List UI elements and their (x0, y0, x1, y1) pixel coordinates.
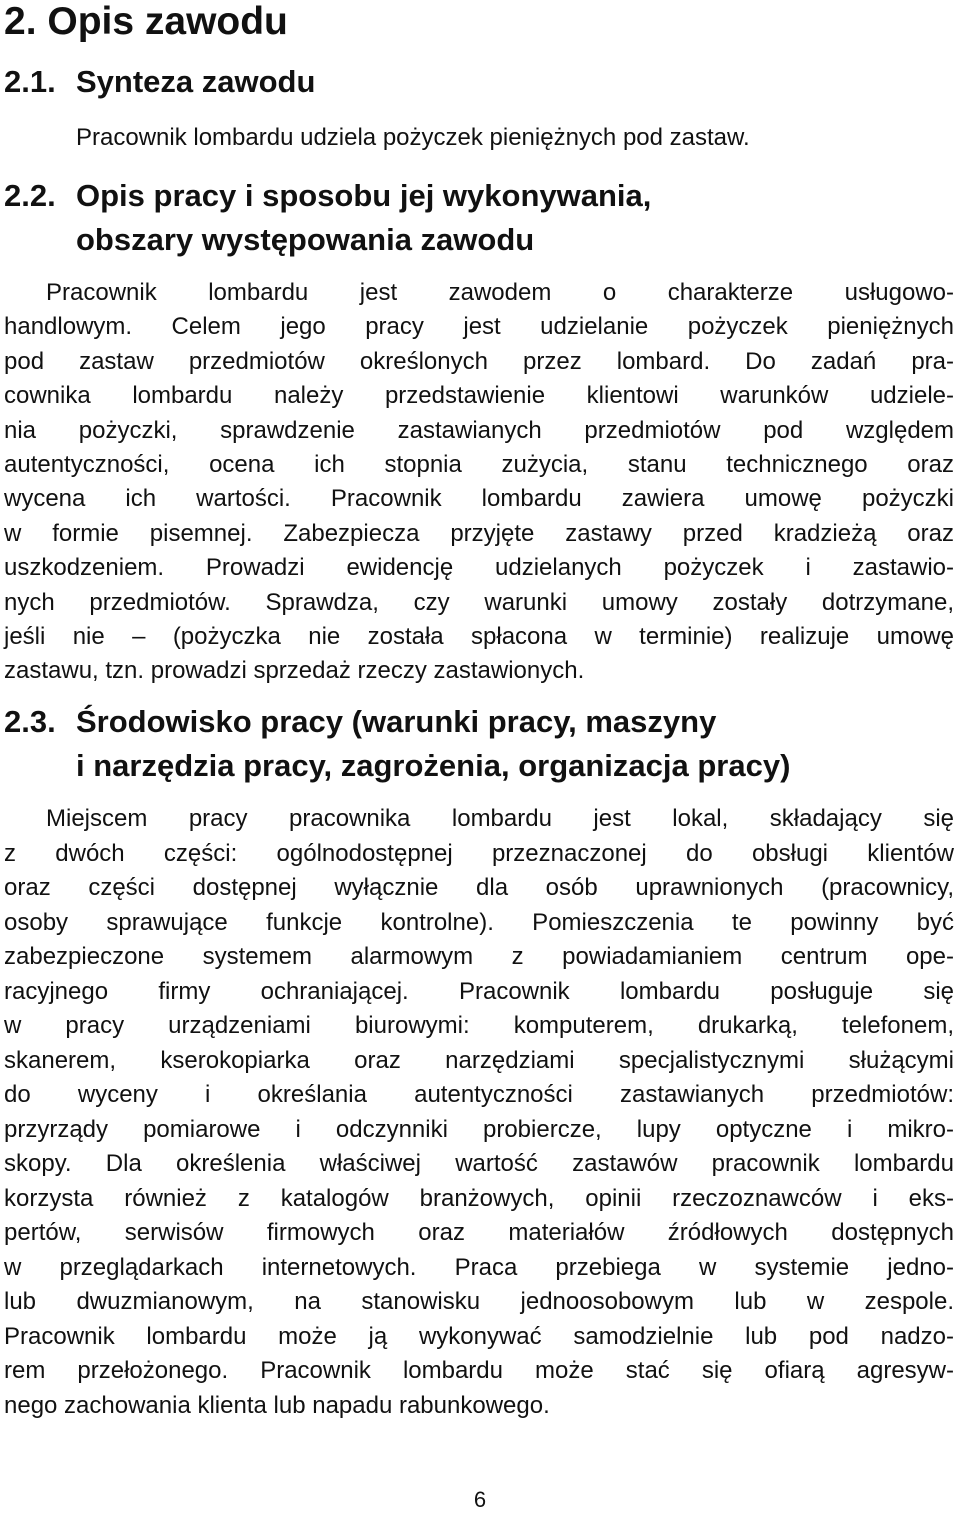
section-title-line-2: i narzędzia pracy, zagrożenia, organizacja pracy) (76, 748, 791, 783)
section-number: 2.3. (4, 704, 56, 739)
paragraph-line: skanerem, kserokopiarka oraz narzędziami specjalistycznymi służącymi (4, 1046, 954, 1074)
paragraph-line: autentyczności, ocena ich stopnia zużycia, stanu technicznego oraz (4, 451, 954, 479)
paragraph-line: z dwóch części: ogólnodostępnej przeznaczonej do obsługi klientów (4, 839, 954, 867)
section-title-line-1: Środowisko pracy (warunki pracy, maszyny (76, 704, 717, 739)
section-number: 2.1. (4, 64, 56, 99)
paragraph-line: skopy. Dla określenia właściwej wartość zastawów pracownik lombardu (4, 1150, 954, 1177)
heading-srodowisko-pracy (4, 700, 790, 788)
paragraph-line: handlowym. Celem jego pracy jest udzielanie pożyczek pieniężnych (4, 313, 954, 341)
opis-pracy-paragraph (4, 276, 954, 689)
paragraph-line: przyrządy pomiarowe i odczynniki probiercze, lupy optyczne i mikro- (4, 1115, 954, 1143)
section-title-line-2: obszary występowania zawodu (76, 222, 535, 257)
paragraph-line: nych przedmiotów. Sprawdza, czy warunki umowy zostały dotrzymane, (4, 588, 954, 616)
paragraph-line: korzysta również z katalogów branżowych, opinii rzeczoznawców i eks- (4, 1184, 954, 1212)
paragraph-line: nia pożyczki, sprawdzenie zastawianych przedmiotów pod względem (4, 416, 954, 444)
paragraph-line: Miejscem pracy pracownika lombardu jest lokal, składający się (46, 805, 954, 832)
paragraph-line: w pracy urządzeniami biurowymi: komputerem, drukarką, telefonem, (4, 1012, 954, 1039)
synteza-text: Pracownik lombardu udziela pożyczek pieniężnych pod zastaw. (76, 124, 750, 151)
paragraph-line: pertów, serwisów firmowych oraz materiałów źródłowych dostępnych (4, 1219, 954, 1246)
section-title: Synteza zawodu (76, 64, 316, 99)
paragraph-line: pod zastaw przedmiotów określonych przez lombard. Do zadań pra- (4, 347, 954, 375)
paragraph-line: w przeglądarkach internetowych. Praca przebiega w systemie jedno- (4, 1253, 954, 1281)
paragraph-line: oraz części dostępnej wyłącznie dla osób uprawnionych (pracownicy, (4, 874, 954, 901)
paragraph-line: racyjnego firmy ochraniającej. Pracownik lombardu posługuje się (4, 977, 954, 1005)
heading-opis-zawodu: 2. Opis zawodu (4, 0, 288, 43)
srodowisko-pracy-paragraph (4, 802, 954, 1423)
paragraph-line: w formie pisemnej. Zabezpiecza przyjęte zastawy przed kradzieżą oraz (4, 519, 954, 547)
heading-opis-pracy (4, 174, 651, 262)
heading-synteza-zawodu (4, 60, 315, 104)
paragraph-line: Pracownik lombardu może ją wykonywać samodzielnie lub pod nadzo- (4, 1322, 954, 1350)
section-number: 2.2. (4, 178, 56, 213)
paragraph-line: nego zachowania klienta lub napadu rabunkowego. (4, 1391, 550, 1419)
paragraph-line: zabezpieczone systemem alarmowym z powiadamianiem centrum ope- (4, 943, 954, 970)
paragraph-line: Pracownik lombardu jest zawodem o charakterze usługowo- (46, 279, 954, 306)
page-number: 6 (473, 1487, 487, 1512)
section-title-line-1: Opis pracy i sposobu jej wykonywania, (76, 178, 652, 213)
paragraph-line: osoby sprawujące funkcje kontrolne). Pomieszczenia te powinny być (4, 908, 954, 936)
paragraph-line: jeśli nie – (pożyczka nie została spłacona w terminie) realizuje umowę (4, 623, 954, 651)
paragraph-line: zastawu, tzn. prowadzi sprzedaż rzeczy zastawionych. (4, 657, 585, 685)
paragraph-line: rem przełożonego. Pracownik lombardu może stać się ofiarą agresyw- (4, 1357, 954, 1384)
paragraph-line: uszkodzeniem. Prowadzi ewidencję udzielanych pożyczek i zastawio- (4, 554, 954, 582)
paragraph-line: cownika lombardu należy przedstawienie klientowi warunków udziele- (4, 382, 954, 410)
paragraph-line: do wyceny i określania autentyczności zastawianych przedmiotów: (4, 1081, 954, 1108)
paragraph-line: lub dwuzmianowym, na stanowisku jednoosobowym lub w zespole. (4, 1288, 954, 1315)
paragraph-line: wycena ich wartości. Pracownik lombardu zawiera umowę pożyczki (4, 485, 954, 513)
